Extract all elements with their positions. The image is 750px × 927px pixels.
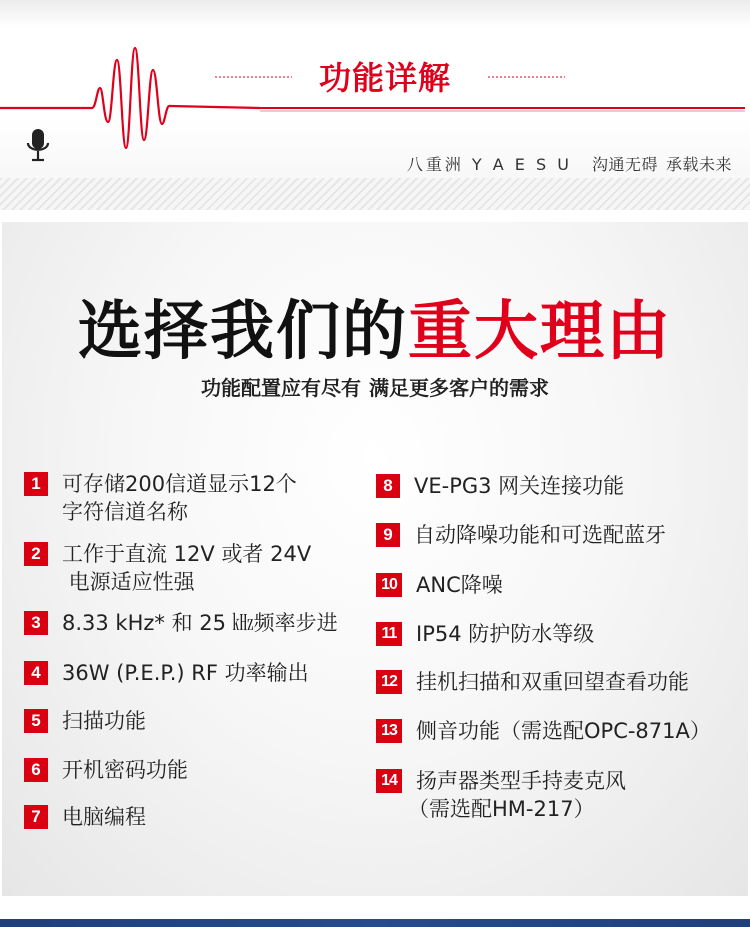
feature-number-badge: 10 (376, 573, 402, 597)
feature-item-1 (24, 470, 297, 526)
headline-red: 重大理由 (408, 295, 672, 369)
feature-text-line: IP54 防护防水等级 (416, 622, 595, 646)
feature-item-12 (376, 668, 689, 696)
feature-item-2 (24, 540, 311, 596)
feature-text-line: VE-PG3 网关连接功能 (414, 474, 625, 498)
microphone-icon (26, 128, 50, 164)
feature-item-11 (376, 620, 594, 648)
headline (2, 294, 748, 370)
tagline-brand: 八重洲 Y A E S U (406, 155, 572, 174)
feature-number-badge: 13 (376, 719, 402, 743)
feature-item-10 (376, 571, 503, 599)
feature-text-line: 扫描功能 (62, 709, 146, 733)
headline-black: 选择我们的 (78, 295, 408, 369)
feature-number-badge: 5 (24, 709, 48, 733)
tagline-slogan-2: 承载未来 (665, 155, 732, 174)
subheadline (2, 372, 748, 401)
feature-text-line: 开机密码功能 (62, 758, 188, 782)
feature-item-6 (24, 756, 188, 784)
feature-item-8 (376, 472, 624, 500)
feature-text-line: 自动降噪功能和可选配蓝牙 (414, 523, 666, 547)
subhead-part-2: 满足更多客户的需求 (369, 376, 549, 400)
feature-number-badge: 9 (376, 523, 400, 547)
header-banner (0, 0, 750, 210)
features-panel (2, 222, 748, 896)
feature-item-7 (24, 803, 146, 831)
feature-number-badge: 12 (376, 670, 402, 694)
feature-text-line: 侧音功能（需选配OPC-871A） (416, 719, 711, 743)
feature-text-line: 8.33 kHz* 和 25 ㎑频率步进 (62, 611, 338, 635)
feature-number-badge: 11 (376, 622, 402, 646)
section-title: 功能详解 (318, 59, 451, 97)
feature-number-badge: 6 (24, 758, 48, 782)
tagline-slogan-1: 沟通无碍 (591, 155, 658, 174)
feature-text-line: 扬声器类型手持麦克风 (416, 769, 626, 793)
feature-item-14 (376, 767, 626, 823)
feature-number-badge: 1 (24, 472, 48, 496)
subhead-part-1: 功能配置应有尽有 (201, 376, 361, 400)
feature-text-line: 工作于直流 12V 或者 24V (62, 542, 312, 566)
feature-number-badge: 3 (24, 611, 48, 635)
feature-number-badge: 14 (376, 769, 402, 793)
feature-number-badge: 7 (24, 805, 48, 829)
feature-text-line: 电源适应性强 (62, 570, 195, 594)
feature-number-badge: 8 (376, 474, 400, 498)
feature-number-badge: 4 (24, 661, 48, 685)
feature-text-line: 字符信道名称 (62, 500, 188, 524)
feature-item-5 (24, 707, 146, 735)
feature-item-9 (376, 521, 666, 549)
feature-text-line: ANC降噪 (416, 573, 503, 597)
tagline (407, 152, 732, 175)
feature-item-3 (24, 609, 338, 637)
feature-text-line: 36W (P.E.P.) RF 功率输出 (62, 661, 309, 685)
feature-text-line: 可存储200信道显示12个 (62, 472, 297, 496)
header-hatch-strip (0, 178, 750, 210)
feature-text-line: 挂机扫描和双重回望查看功能 (416, 670, 689, 694)
feature-text-line: 电脑编程 (62, 805, 146, 829)
feature-text-line: （需选配HM-217） (408, 797, 595, 821)
feature-number-badge: 2 (24, 542, 48, 566)
feature-item-4 (24, 659, 309, 687)
feature-item-13 (376, 717, 711, 745)
bottom-accent-bar (0, 919, 750, 927)
